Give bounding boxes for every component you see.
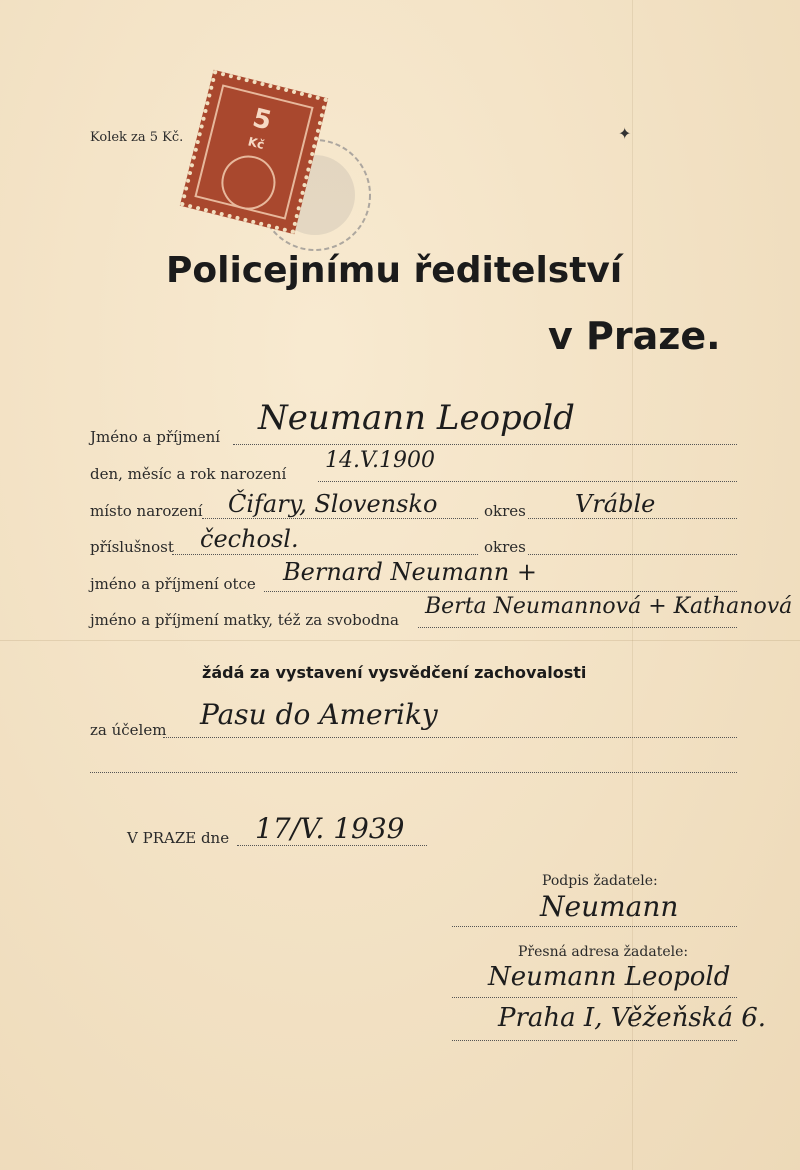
heading-line2: v Praze. (548, 314, 721, 358)
signature-label: Podpis žadatele: (542, 873, 658, 889)
name-label: Jméno a příjmení (90, 428, 221, 446)
nationality-line (172, 554, 478, 555)
name-line (233, 444, 737, 445)
address-value-2: Praha I, Věžeňská 6. (498, 1003, 767, 1033)
stamp-label: Kolek za 5 Kč. (90, 130, 184, 145)
birth-line (318, 481, 737, 482)
stamp-unit: Kč (246, 134, 266, 153)
stamp-value: 5 (249, 103, 275, 137)
paper-fold (0, 640, 800, 641)
father-value: Bernard Neumann + (283, 558, 537, 586)
father-label: jméno a příjmení otce (90, 575, 256, 593)
birthplace-label: místo narození (90, 502, 203, 520)
date-value: 17/V. 1939 (255, 812, 405, 845)
birthplace-value: Čifary, Slovensko (228, 490, 438, 518)
mother-value: Berta Neumannová + Kathanová (425, 594, 793, 619)
name-value: Neumann Leopold (258, 398, 575, 438)
district2-line (528, 554, 737, 555)
father-line (264, 591, 737, 592)
signature-line (452, 926, 737, 927)
birth-value: 14.V.1900 (325, 448, 436, 473)
heading-line1: Policejnímu ředitelství (166, 250, 623, 291)
district-line (528, 518, 737, 519)
address-line-2 (452, 1040, 737, 1041)
address-line-1 (452, 997, 737, 998)
mother-line (418, 627, 737, 628)
date-line (237, 845, 427, 846)
district-label: okres (484, 502, 526, 520)
purpose-line (163, 737, 737, 738)
birth-label: den, měsíc a rok narození (90, 465, 287, 483)
mark-icon: ✦ (618, 124, 632, 143)
purpose-line-2 (90, 772, 737, 773)
district-value: Vráble (575, 490, 656, 518)
address-label: Přesná adresa žadatele: (518, 944, 689, 960)
mother-label: jméno a příjmení matky, též za svobodna (90, 611, 400, 629)
request-text: žádá za vystavení vysvědčení zachovalosti (202, 663, 587, 682)
address-value-1: Neumann Leopold (488, 962, 731, 992)
paper-fold-vertical (632, 0, 633, 1170)
signature-value: Neumann (540, 890, 679, 923)
purpose-value: Pasu do Ameriky (200, 698, 438, 731)
nationality-label: příslušnost (90, 538, 174, 556)
nationality-value: čechosl. (200, 525, 299, 553)
date-label: V PRAZE dne (127, 829, 230, 847)
purpose-label: za účelem (90, 721, 167, 739)
district2-label: okres (484, 538, 526, 556)
birthplace-line (202, 518, 478, 519)
